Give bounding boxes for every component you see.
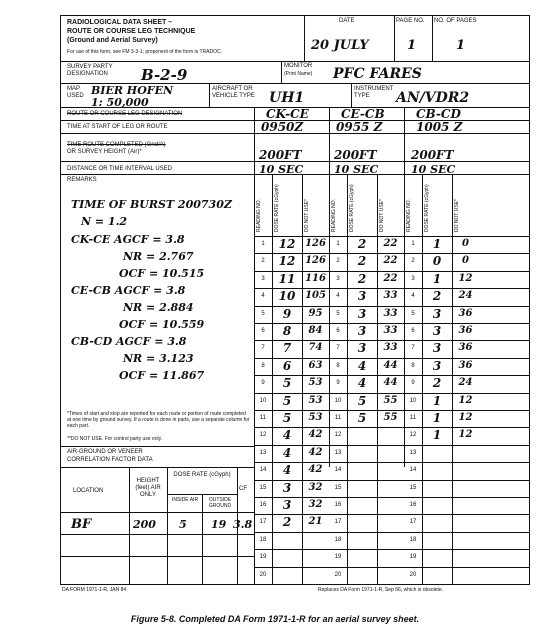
remarks-line-2: N = 1.2 — [81, 215, 128, 228]
leg1-height: 200FT — [259, 148, 302, 162]
leg1-subheader-2: DOSE RATE (cGyph) — [274, 184, 280, 232]
dose-rate-value: 22 — [383, 238, 398, 249]
reading-number: 13 — [259, 449, 267, 456]
reading-number: 8 — [411, 362, 415, 369]
reading-number: 18 — [259, 536, 267, 543]
leg2-distance: 10 SEC — [334, 163, 379, 176]
monitor-sub-label: (Print Name) — [284, 71, 313, 77]
dose-rate-value: 126 — [305, 255, 326, 267]
reading-number: 2 — [261, 258, 265, 265]
dose-rate-value: 12 — [458, 412, 473, 423]
monitor-value: PFC FARES — [333, 66, 422, 82]
reading-number: 14 — [409, 467, 417, 474]
height-label: OR SURVEY HEIGHT (Air)* — [67, 149, 142, 155]
page-no-label: PAGE NO. — [396, 18, 425, 24]
reading-number: 11 — [334, 415, 342, 421]
leg1-subheader-1: READING NO. — [256, 198, 262, 232]
reading-value: 3 — [432, 306, 442, 321]
dose-rate-value: 0 — [462, 255, 469, 267]
reading-number: 10 — [409, 397, 417, 404]
remarks-line-5: OCF = 10.515 — [119, 267, 205, 280]
instrument-label: INSTRUMENT TYPE — [354, 86, 394, 99]
reading-value: 4 — [282, 428, 292, 443]
reading-number: 17 — [334, 519, 342, 526]
reading-number: 11 — [259, 415, 267, 421]
reading-number: 13 — [334, 449, 342, 456]
leg3-time-start: 1005 Z — [416, 120, 463, 134]
survey-party-label: SURVEY PARTY DESIGNATION — [67, 64, 113, 77]
reading-value: 3 — [282, 480, 292, 495]
dose-rate-value: 12 — [458, 429, 473, 441]
reading-value: 8 — [282, 324, 292, 338]
leg-designation-label: ROUTE OR COURSE LEG DESIGNATION — [67, 111, 183, 117]
dose-rate-value: 32 — [308, 499, 323, 510]
figure-caption: Figure 5-8. Completed DA Form 1971-1-R for an aerial survey sheet. — [130, 614, 420, 624]
dose-rate-value: 116 — [305, 272, 326, 284]
reading-number: 2 — [411, 258, 415, 265]
correlation-label-1: AIR-GROUND OR VENEER — [67, 449, 143, 455]
replaces-note: Replaces DA Form 1971-1-R, Sep 66, which is obsolete. — [318, 587, 444, 593]
leg2-height: 200FT — [334, 148, 377, 162]
reading-number: 11 — [409, 415, 417, 421]
reading-number: 19 — [259, 554, 267, 561]
reading-number: 1 — [261, 241, 265, 247]
reading-number: 17 — [409, 519, 417, 526]
leg1-distance: 10 SEC — [259, 163, 304, 176]
leg2-subheader-3: DO NOT USE* — [379, 199, 385, 232]
correlation-location-value: BF — [71, 517, 92, 532]
dose-rate-value: 63 — [308, 359, 323, 371]
reading-number: 17 — [259, 519, 267, 526]
reading-number: 20 — [409, 571, 417, 578]
remarks-footnote-2: **DO NOT USE. For control party use only. — [67, 436, 163, 442]
dose-rate-value: 24 — [458, 377, 473, 389]
dose-rate-value: 36 — [458, 307, 473, 319]
instrument-value: AN/VDR2 — [396, 90, 470, 106]
reading-number: 8 — [336, 362, 340, 369]
dose-rate-value: 44 — [383, 377, 398, 389]
reading-number: 20 — [334, 571, 342, 578]
dose-rate-value: 22 — [383, 255, 398, 267]
monitor-label: MONITOR — [284, 63, 313, 69]
reading-number: 4 — [261, 293, 265, 300]
leg3-subheader-2: DOSE RATE (cGyph) — [424, 184, 430, 232]
dose-rate-value: 36 — [458, 342, 473, 354]
grid-row-line — [254, 549, 529, 550]
reading-value: 3 — [357, 289, 367, 304]
reading-number: 16 — [409, 502, 417, 508]
reading-value: 6 — [282, 358, 292, 373]
outside-ground-label: OUTSIDE GROUND — [208, 497, 232, 509]
reading-number: 12 — [409, 432, 417, 439]
leg3-subheader-3: DO NOT USE* — [454, 199, 460, 232]
reading-number: 10 — [259, 397, 267, 404]
remarks-line-9: CB-CD AGCF = 3.8 — [71, 335, 187, 348]
reading-number: 5 — [261, 310, 265, 317]
reading-number: 7 — [411, 345, 415, 352]
reading-value: 2 — [357, 254, 367, 269]
reading-value: 4 — [282, 463, 292, 478]
reading-value: 3 — [432, 341, 442, 356]
reading-number: 6 — [336, 328, 340, 334]
reading-number: 19 — [409, 554, 417, 561]
page-no-value: 1 — [407, 38, 417, 53]
reading-number: 3 — [336, 275, 340, 282]
reading-number: 1 — [336, 241, 340, 247]
reading-number: 18 — [334, 536, 342, 543]
date-label: DATE — [339, 18, 355, 24]
form-title-line1: RADIOLOGICAL DATA SHEET – — [67, 19, 173, 26]
remarks-line-7: NR = 2.884 — [123, 301, 194, 314]
aircraft-value: UH1 — [269, 90, 305, 106]
dose-rate-value: 126 — [305, 238, 326, 249]
date-value: 20 JULY — [311, 38, 369, 53]
dose-rate-value: 33 — [383, 307, 398, 319]
reading-value: 1 — [432, 428, 442, 443]
leg1-subheader-3: DO NOT USE* — [304, 199, 310, 232]
usage-note: For use of this form, see FM 3-3-1; proponent of the form is TRADOC. — [67, 49, 222, 55]
grid-row-line — [254, 532, 529, 533]
reading-number: 10 — [334, 397, 342, 404]
reading-number: 9 — [261, 380, 265, 387]
reading-number: 4 — [336, 293, 340, 300]
leg1-designation: CK-CE — [266, 107, 309, 121]
no-pages-label: NO. OF PAGES — [434, 18, 477, 24]
dose-rate-value: 42 — [308, 464, 323, 476]
reading-number: 12 — [259, 432, 267, 439]
reading-value: 4 — [357, 358, 367, 373]
dose-rate-value: 55 — [383, 412, 398, 423]
dose-rate-value: 55 — [383, 394, 398, 406]
reading-number: 18 — [409, 536, 417, 543]
reading-number: 19 — [334, 554, 342, 561]
reading-value: 12 — [278, 237, 296, 251]
reading-number: 9 — [411, 380, 415, 387]
reading-number: 14 — [334, 467, 342, 474]
correlation-inside-value: 5 — [179, 518, 187, 531]
reading-value: 5 — [282, 393, 292, 408]
cf-label: CF — [239, 486, 247, 492]
reading-number: 15 — [409, 484, 417, 491]
dose-rate-value: 12 — [458, 272, 473, 284]
map-label: MAP USED — [67, 86, 84, 99]
reading-number: 6 — [261, 328, 265, 334]
reading-number: 14 — [259, 467, 267, 474]
reading-value: 5 — [357, 393, 367, 408]
reading-number: 5 — [411, 310, 415, 317]
dose-rate-value: 42 — [308, 446, 323, 458]
leg2-subheader-1: READING NO. — [331, 198, 337, 232]
reading-number: 12 — [334, 432, 342, 439]
reading-number: 4 — [411, 293, 415, 300]
dose-rate-value: 44 — [383, 359, 398, 371]
correlation-height-value: 200 — [133, 518, 156, 531]
dose-rate-value: 0 — [462, 238, 469, 249]
remarks-line-4: NR = 2.767 — [123, 250, 194, 263]
grid-row-line — [254, 567, 529, 568]
leg2-time-start: 0955 Z — [336, 120, 383, 134]
reading-value: 12 — [278, 254, 296, 269]
reading-number: 7 — [336, 345, 340, 352]
leg3-height: 200FT — [411, 148, 454, 162]
reading-value: 2 — [432, 289, 442, 304]
leg3-designation: CB-CD — [416, 107, 461, 121]
time-start-label: TIME AT START OF LEG OR ROUTE — [67, 124, 168, 130]
form-title-line3: (Ground and Aerial Survey) — [67, 37, 158, 44]
reading-value: 3 — [357, 306, 367, 321]
dose-rate-value: 74 — [308, 342, 323, 354]
map-value-2: 1: 50,000 — [91, 96, 149, 109]
dose-rate-value: 24 — [458, 290, 473, 302]
reading-number: 20 — [259, 571, 267, 578]
reading-number: 3 — [261, 275, 265, 282]
reading-number: 9 — [336, 380, 340, 387]
reading-number: 3 — [411, 275, 415, 282]
height-air-label: HEIGHT (feet) AIR ONLY — [135, 478, 161, 498]
dose-rate-value: 53 — [308, 412, 323, 423]
dose-rate-label: DOSE RATE (cGyph) — [173, 472, 231, 478]
leg2-designation: CE-CB — [341, 107, 385, 121]
reading-number: 16 — [334, 502, 342, 508]
reading-value: 2 — [357, 271, 367, 286]
reading-number: 5 — [336, 310, 340, 317]
remarks-line-3: CK-CE AGCF = 3.8 — [71, 233, 185, 246]
dose-rate-value: 53 — [308, 394, 323, 406]
reading-number: 16 — [259, 502, 267, 508]
remarks-footnote-1: *Times of start and stop are reported for each route or portion of route completed at one time by ground survey. If a route is done in parts, use a separate column for each part. — [67, 411, 250, 429]
leg3-distance: 10 SEC — [411, 163, 456, 176]
reading-value: 2 — [282, 515, 292, 530]
survey-party-value: B-2-9 — [141, 66, 188, 84]
reading-value: 3 — [357, 341, 367, 356]
dose-rate-value: 95 — [308, 307, 323, 319]
reading-number: 8 — [261, 362, 265, 369]
dose-rate-value: 53 — [308, 377, 323, 389]
reading-value: 10 — [278, 289, 296, 304]
leg3-subheader-1: READING NO. — [406, 198, 412, 232]
remarks-line-1: TIME OF BURST 200730Z — [71, 198, 232, 211]
reading-value: 1 — [432, 393, 442, 408]
reading-number: 13 — [409, 449, 417, 456]
dose-rate-value: 84 — [308, 325, 323, 336]
reading-value: 2 — [432, 376, 442, 391]
radiological-data-sheet — [60, 15, 530, 585]
reading-value: 5 — [357, 411, 367, 425]
dose-rate-value: 33 — [383, 290, 398, 302]
dose-rate-value: 36 — [458, 359, 473, 371]
reading-value: 3 — [432, 324, 442, 338]
reading-value: 1 — [432, 411, 442, 425]
dose-rate-value: 32 — [308, 481, 323, 493]
reading-value: 5 — [282, 411, 292, 425]
reading-value: 3 — [432, 358, 442, 373]
reading-value: 9 — [282, 306, 292, 321]
location-label: LOCATION — [73, 488, 104, 494]
correlation-cf-value: 3.8 — [233, 518, 253, 531]
reading-number: 7 — [261, 345, 265, 352]
map-value-1: BIER HOFEN — [91, 84, 174, 97]
distance-label: DISTANCE OR TIME INTERVAL USED — [67, 166, 173, 172]
reading-value: 2 — [357, 237, 367, 251]
reading-value: 1 — [432, 271, 442, 286]
correlation-outside-value: 19 — [211, 518, 227, 531]
reading-value: 3 — [357, 324, 367, 338]
reading-value: 3 — [282, 498, 292, 512]
reading-value: 7 — [282, 341, 292, 356]
reading-value: 0 — [432, 254, 442, 269]
dose-rate-value: 22 — [383, 272, 398, 284]
reading-value: 11 — [278, 271, 296, 286]
reading-number: 15 — [334, 484, 342, 491]
inside-air-label: INSIDE AIR — [171, 497, 199, 503]
no-pages-value: 1 — [456, 38, 466, 53]
dose-rate-value: 12 — [458, 394, 473, 406]
reading-value: 1 — [432, 237, 442, 251]
reading-value: 4 — [282, 445, 292, 460]
correlation-label-2: CORRELATION FACTOR DATA — [67, 457, 153, 463]
remarks-label: REMARKS — [67, 177, 97, 183]
reading-number: 6 — [411, 328, 415, 334]
reading-number: 15 — [259, 484, 267, 491]
dose-rate-value: 33 — [383, 342, 398, 354]
leg2-subheader-2: DOSE RATE (cGyph) — [349, 184, 355, 232]
remarks-line-11: OCF = 11.867 — [119, 369, 205, 382]
dose-rate-value: 33 — [383, 325, 398, 336]
reading-number: 2 — [336, 258, 340, 265]
remarks-line-10: NR = 3.123 — [123, 352, 194, 365]
reading-number: 1 — [411, 241, 415, 247]
aircraft-label: AIRCRAFT OR VEHICLE TYPE — [212, 86, 255, 99]
form-id: DA FORM 1971-1-R, JAN 84 — [62, 587, 127, 593]
dose-rate-value: 42 — [308, 429, 323, 441]
leg1-time-start: 0950Z — [261, 120, 304, 134]
dose-rate-value: 21 — [308, 516, 323, 528]
dose-rate-value: 105 — [305, 290, 326, 302]
time-completed-label: TIME ROUTE COMPLETED (Gnd/A) — [67, 142, 166, 148]
reading-value: 4 — [357, 376, 367, 391]
remarks-line-8: OCF = 10.559 — [119, 318, 205, 331]
remarks-line-6: CE-CB AGCF = 3.8 — [71, 284, 186, 297]
dose-rate-value: 36 — [458, 325, 473, 336]
reading-value: 5 — [282, 376, 292, 391]
form-title-line2: ROUTE OR COURSE LEG TECHNIQUE — [67, 28, 196, 35]
